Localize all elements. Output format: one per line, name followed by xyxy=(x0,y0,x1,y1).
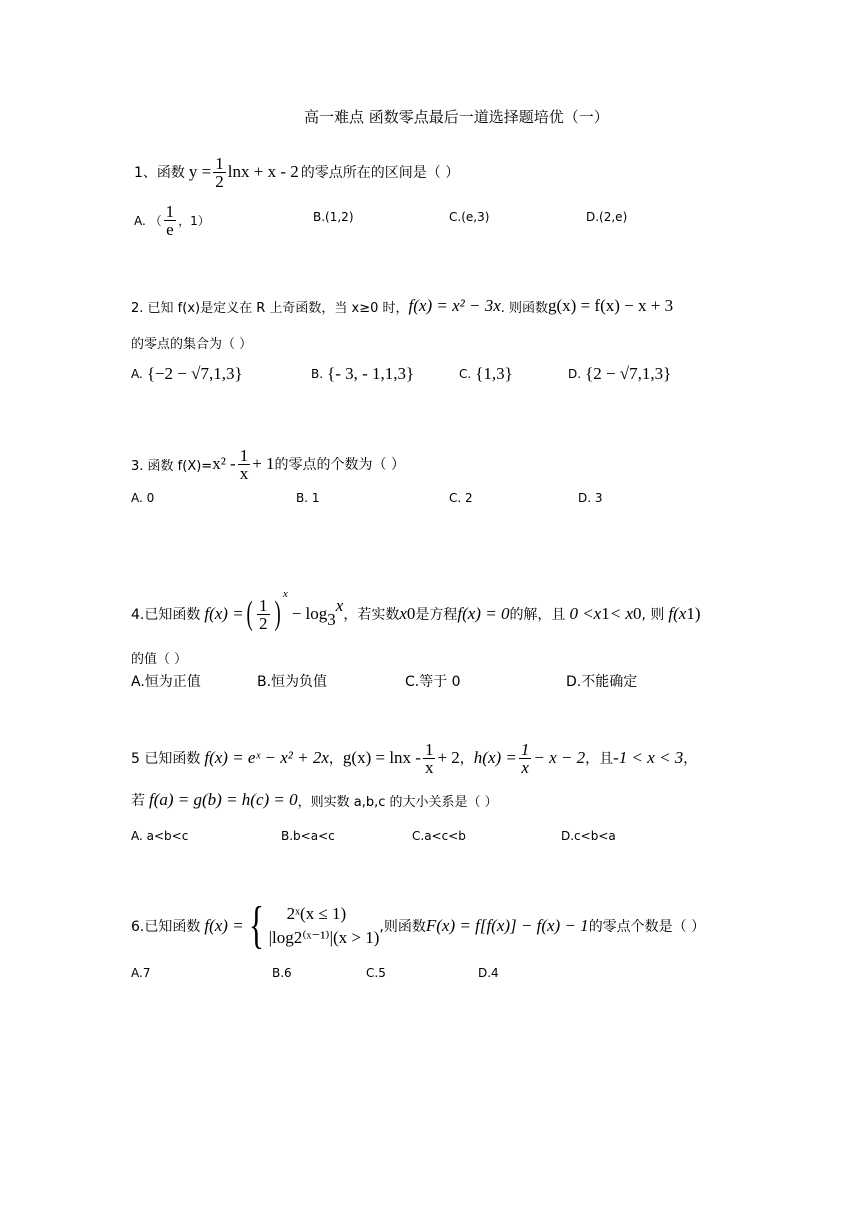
question-4-line-1 xyxy=(131,588,701,640)
q4-left-paren: ( xyxy=(246,595,253,632)
q4-fraction xyxy=(257,597,270,632)
q2-fx-expr: f(x) = x² − 3x xyxy=(408,296,501,315)
q5-sep3: ，且 xyxy=(585,751,614,767)
q5-line2-prefix: 若 xyxy=(131,793,145,809)
q4-fx: f(x) = xyxy=(204,604,244,623)
q5-g-expr-b: + 2 xyxy=(437,748,460,767)
q1-option-a xyxy=(134,198,210,242)
q4-frac-den: 2 xyxy=(259,613,268,633)
q1-lhs: y = xyxy=(188,162,212,181)
q1-frac-den: 2 xyxy=(215,171,224,191)
q2-opt-d-label: D. xyxy=(568,367,582,381)
q6-mid: ,则函数 xyxy=(379,919,426,935)
q2-opt-a-val: {−2 − √7,1,3} xyxy=(146,364,243,383)
q1-frac-num: 1 xyxy=(215,153,224,173)
q5-h-frac-den: x xyxy=(521,757,529,777)
q1-option-d: D.(2,e) xyxy=(586,210,628,224)
q5-f-expr: f(x) = eˣ − x² + 2x xyxy=(204,748,329,767)
q4-prefix: 4.已知函数 xyxy=(131,607,201,623)
question-5-line-2 xyxy=(131,790,498,810)
q5-h-fraction xyxy=(519,741,532,776)
q5-g-fraction xyxy=(423,741,436,776)
q1-opt-a-fraction xyxy=(164,203,177,238)
question-1 xyxy=(134,150,459,194)
q3-option-d: D. 3 xyxy=(578,491,603,505)
q4-line-2: 的值（ ） xyxy=(131,652,188,667)
q2-prefix: 2. 已知 f(x)是定义在 R 上奇函数，当 x≥0 时， xyxy=(131,300,409,316)
question-2-line-1 xyxy=(131,296,673,316)
q5-g-expr-a: g(x) = lnx - xyxy=(342,748,421,767)
question-6 xyxy=(131,898,705,954)
q4-ineq: 0 <x xyxy=(569,604,602,623)
q4-fx1-end: ) xyxy=(694,604,701,623)
q3-suffix: 的零点的个数为（ ） xyxy=(274,457,405,473)
q4-ineq-mid: < x xyxy=(609,604,633,623)
q4-mid2: 是方程 xyxy=(415,607,458,623)
q4-option-a: A.恒为正值 xyxy=(131,674,201,690)
q5-sep2: ， xyxy=(459,751,474,767)
q2-option-a xyxy=(131,364,243,384)
q6-case-2: |log2⁽ˣ⁻¹⁾|(x > 1) xyxy=(268,928,380,947)
q5-h-expr-a: h(x) = xyxy=(473,748,517,767)
q5-option-b: B.b<a<c xyxy=(281,829,335,843)
q1-opt-a-tail: ，1） xyxy=(178,213,210,228)
q4-x0-sub: 0 xyxy=(406,604,416,623)
q2-opt-c-label: C. xyxy=(459,367,472,381)
q4-log: − log xyxy=(291,604,328,623)
q5-g-frac-den: x xyxy=(424,757,434,777)
q1-opt-a-den: e xyxy=(166,219,174,239)
q6-option-b: B.6 xyxy=(272,966,292,980)
q6-prefix: 6.已知函数 xyxy=(131,919,201,935)
q1-opt-a-num: 1 xyxy=(165,201,175,221)
q1-prefix: 1、函数 xyxy=(134,165,185,181)
q5-range: -1 < x < 3 xyxy=(613,748,684,767)
page-title: 高一难点 函数零点最后一道选择题培优（一） xyxy=(304,108,609,126)
q4-option-c: C.等于 0 xyxy=(405,674,461,690)
q3-expr-a: x² - xyxy=(212,454,236,473)
q5-line2-eq: f(a) = g(b) = h(c) = 0 xyxy=(149,790,298,809)
q4-ineq-sub1: 1 xyxy=(601,604,610,623)
q3-expr-b: + 1 xyxy=(252,454,275,473)
q4-frac-num: 1 xyxy=(259,595,268,615)
q4-fx1: f(x xyxy=(668,604,687,623)
q3-frac-num: 1 xyxy=(239,445,249,465)
q4-fx1-sub: 1 xyxy=(686,604,695,623)
q2-line-2: 的零点的集合为（ ） xyxy=(131,337,253,352)
q4-mid4: , 则 xyxy=(641,607,665,623)
question-5-line-1 xyxy=(131,736,697,780)
q6-Fx: F(x) = f[f(x)] − f(x) − 1 xyxy=(425,916,589,935)
q6-option-d: D.4 xyxy=(478,966,499,980)
q2-mid: . 则函数 xyxy=(500,300,549,316)
q5-option-c: C.a<c<b xyxy=(412,829,466,843)
q4-log-base: 3 xyxy=(327,610,336,629)
q5-sep4: ， xyxy=(683,751,698,767)
q4-mid1: ，若实数 xyxy=(343,607,400,623)
q5-sep1: ， xyxy=(328,751,343,767)
q5-option-a: A. a<b<c xyxy=(131,829,189,843)
q6-case-1: 2ˣ(x ≤ 1) xyxy=(286,904,347,923)
q5-option-d: D.c<b<a xyxy=(561,829,616,843)
q4-mid3: 的解，且 xyxy=(509,607,566,623)
q6-option-a: A.7 xyxy=(131,966,151,980)
q1-fraction xyxy=(213,155,226,190)
q1-option-c: C.(e,3) xyxy=(449,210,490,224)
q6-option-c: C.5 xyxy=(366,966,386,980)
q3-option-c: C. 2 xyxy=(449,491,473,505)
q5-prefix: 5 已知函数 xyxy=(131,751,201,767)
q5-h-frac-num: 1 xyxy=(520,739,530,759)
q6-brace: { xyxy=(248,897,264,954)
q5-g-frac-num: 1 xyxy=(424,739,434,759)
q3-fraction xyxy=(238,447,251,482)
q1-suffix: 的零点所在的区间是（ ） xyxy=(300,165,460,181)
q6-cases xyxy=(269,902,380,950)
q1-rest: lnx + x - 2 xyxy=(227,162,299,181)
q4-ineq-sub0: 0 xyxy=(633,604,642,623)
q4-x0: x xyxy=(399,604,407,623)
q6-suffix: 的零点个数是（ ） xyxy=(588,919,706,935)
q2-option-d xyxy=(568,364,671,384)
q3-option-a: A. 0 xyxy=(131,491,155,505)
q3-option-b: B. 1 xyxy=(296,491,320,505)
q2-opt-a-label: A. xyxy=(131,367,143,381)
q4-eq: f(x) = 0 xyxy=(457,604,510,623)
q2-opt-c-val: {1,3} xyxy=(475,364,513,383)
q5-line2-suffix: ，则实数 a,b,c 的大小关系是（ ） xyxy=(297,794,498,810)
q4-right-paren: ) xyxy=(274,595,281,632)
q4-log-sup: x xyxy=(335,596,344,615)
q2-opt-b-label: B. xyxy=(311,367,324,381)
q1-option-b: B.(1,2) xyxy=(313,210,354,224)
q3-prefix: 3. 函数 f(X)= xyxy=(131,458,213,474)
q1-opt-a-label: A. （ xyxy=(134,213,162,228)
q4-exponent: x xyxy=(282,588,288,600)
q4-option-b: B.恒为负值 xyxy=(257,674,328,690)
q2-option-b xyxy=(311,364,414,384)
q6-fx: f(x) = xyxy=(204,916,244,935)
q2-opt-b-val: {- 3, - 1,1,3} xyxy=(327,364,415,383)
question-3 xyxy=(131,442,405,486)
q2-opt-d-val: {2 − √7,1,3} xyxy=(585,364,672,383)
q4-option-d: D.不能确定 xyxy=(566,674,638,690)
q5-h-expr-b: − x − 2 xyxy=(533,748,586,767)
q2-option-c xyxy=(459,364,513,384)
q2-gx-expr: g(x) = f(x) − x + 3 xyxy=(548,296,674,315)
q3-frac-den: x xyxy=(239,463,249,483)
